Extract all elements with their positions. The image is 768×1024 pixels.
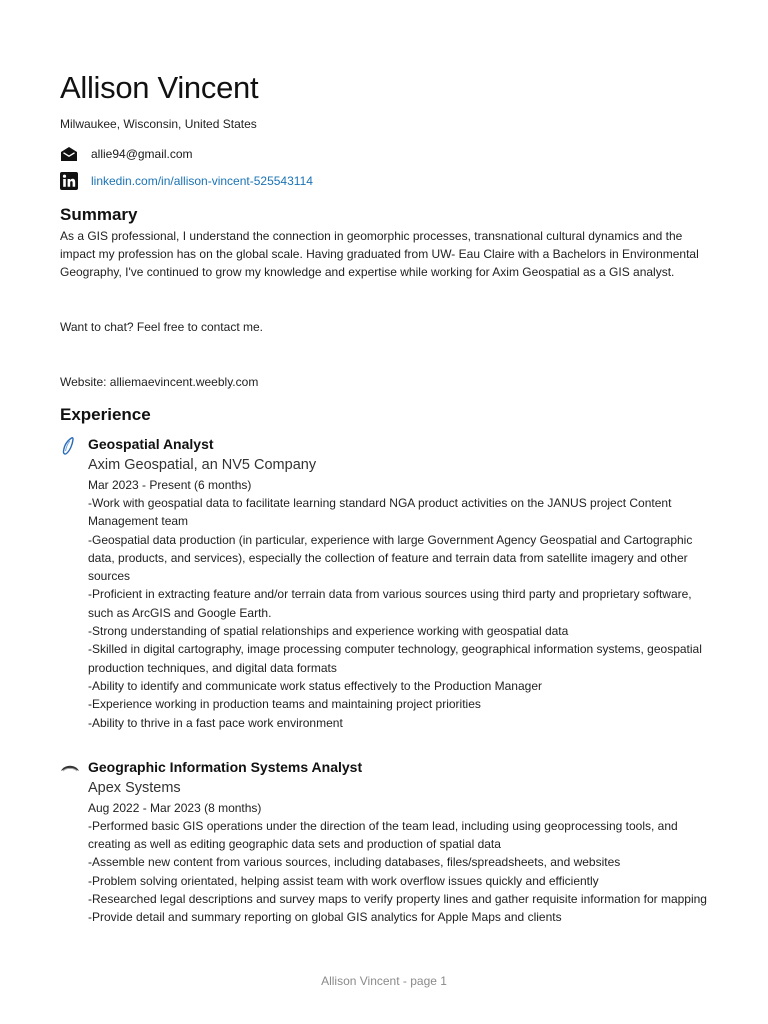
duty-item: -Performed basic GIS operations under the direction of the team lead, including using geoprocessing tools, and creating as well as editing geographic data sets and production of spatial data [88, 818, 678, 852]
linkedin-icon [60, 172, 78, 190]
duty-item: -Work with geospatial data to facilitate learning standard NGA product activities on the JANUS project Content Management team [88, 496, 672, 529]
website-line: Website: alliemaevincent.weebly.com [60, 375, 259, 389]
job-entry [60, 758, 708, 927]
duty-item: -Geospatial data production (in particular, experience with large Government Agency Geospatial and Cartographic data, products, and services), especially the collection of feature and terrain data from satellite imagery and other sources [88, 532, 693, 584]
summary-text: As a GIS professional, I understand the connection in geomorphic processes, transnational cultural dynamics and the impact my profession has on the global scale. Having graduated from UW- Eau Claire with a Bachelors in Environmental Geography, I've continued to grow my knowledge and expertise while working for Axim Geospatial as a GIS analyst. [60, 229, 699, 279]
duty-item: -Skilled in digital cartography, image processing computer technology, geographical information systems, geospatial production techniques, and digital data formats [88, 642, 702, 675]
page-footer: Allison Vincent - page 1 [321, 974, 447, 988]
job-dates: Aug 2022 - Mar 2023 (8 months) [88, 800, 262, 815]
email-row [60, 142, 708, 166]
linkedin-link[interactable]: linkedin.com/in/allison-vincent-525543114 [91, 174, 313, 188]
chat-line: Want to chat? Feel free to contact me. [60, 320, 263, 334]
candidate-name: Allison Vincent [60, 70, 259, 105]
summary-heading: Summary [60, 205, 138, 224]
resume-page [60, 70, 708, 927]
job-title: Geographic Information Systems Analyst [88, 758, 363, 775]
axim-logo-icon [60, 436, 80, 732]
duty-item: -Proficient in extracting feature and/or terrain data from various sources using third party and proprietary software, such as ArcGIS and Google Earth. [88, 587, 692, 620]
job-title: Geospatial Analyst [88, 436, 214, 452]
email-text[interactable]: allie94@gmail.com [91, 147, 193, 161]
job-entry [60, 435, 708, 732]
company-name: Apex Systems [88, 779, 181, 796]
duty-item: -Problem solving orientated, helping assist team with work overflow issues quickly and efficiently [88, 873, 599, 888]
candidate-location: Milwaukee, Wisconsin, United States [60, 117, 257, 131]
duty-item: -Provide detail and summary reporting on global GIS analytics for Apple Maps and clients [88, 910, 562, 925]
job-dates: Mar 2023 - Present (6 months) [88, 478, 252, 492]
duty-item: -Ability to identify and communicate work status effectively to the Production Manager [88, 678, 543, 693]
duty-list [88, 494, 708, 732]
duty-item: -Experience working in production teams and maintaining project priorities [88, 697, 481, 712]
duty-item: -Researched legal descriptions and survey maps to verify property lines and gather requisite information for mapping [88, 892, 707, 907]
company-name: Axim Geospatial, an NV5 Company [88, 457, 317, 473]
duty-item: -Strong understanding of spatial relationships and experience working with geospatial data [88, 624, 569, 639]
duty-item: -Assemble new content from various sources, including databases, files/spreadsheets, and websites [88, 855, 621, 870]
envelope-icon [60, 145, 78, 163]
duty-item: -Ability to thrive in a fast pace work environment [88, 715, 343, 730]
experience-heading: Experience [60, 405, 151, 424]
linkedin-row [60, 169, 708, 193]
apex-logo-icon [60, 759, 80, 927]
duty-list [88, 817, 708, 927]
